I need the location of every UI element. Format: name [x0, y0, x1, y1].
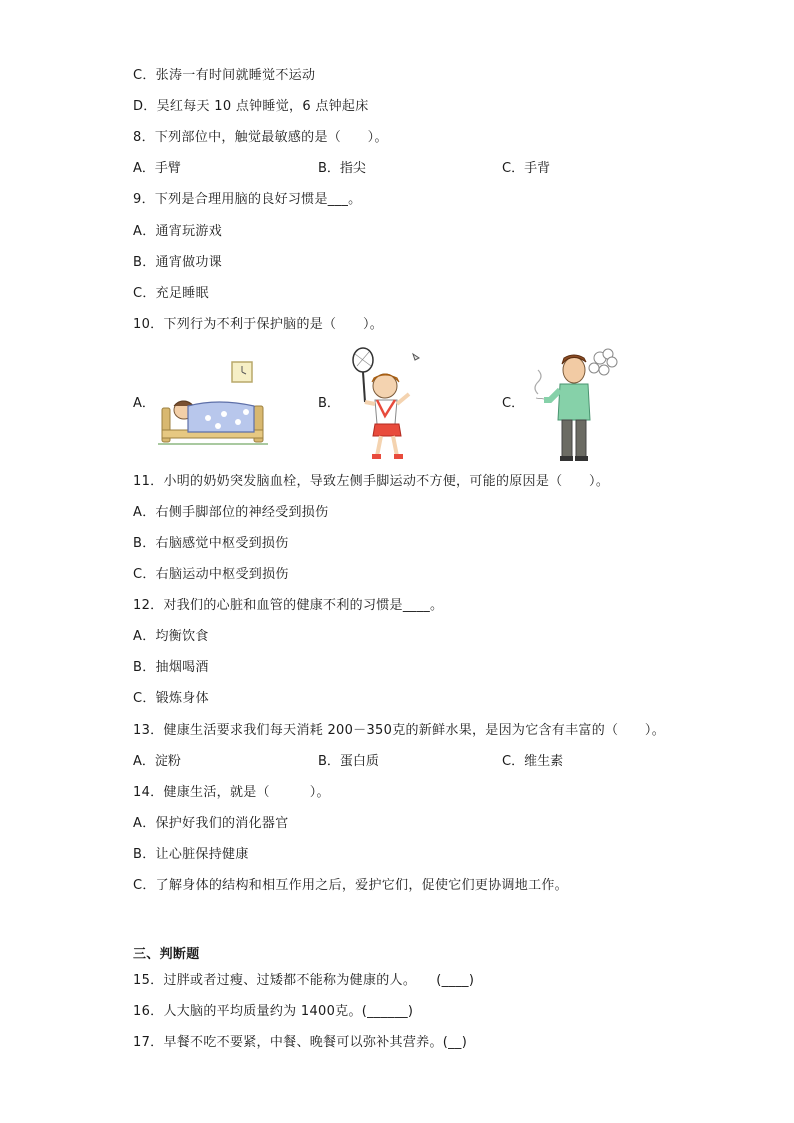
q14-option-c: C．了解身体的结构和相互作用之后，爱护它们，促使它们更协调地工作。: [133, 878, 568, 893]
q13-option-c: C．维生素: [502, 754, 564, 769]
q8-option-a: A．手臂: [133, 161, 181, 176]
q10-label-b: B．: [318, 396, 340, 411]
section-title: 三、判断题: [133, 947, 200, 962]
q7-option-d: D．吴红每天 10 点钟睡觉，6 点钟起床: [133, 99, 369, 114]
q12-stem: 12．对我们的心脏和血管的健康不利的习惯是____。: [133, 598, 444, 613]
q8-option-c: C．手背: [502, 161, 551, 176]
q11-option-c: C．右脑运动中枢受到损伤: [133, 567, 289, 582]
q12-option-a: A．均衡饮食: [133, 629, 209, 644]
badminton-girl-illustration: [345, 346, 430, 464]
q9-stem: 9．下列是合理用脑的良好习惯是___。: [133, 192, 362, 207]
q14-option-b: B．让心脏保持健康: [133, 847, 249, 862]
q13-option-b: B．蛋白质: [318, 754, 379, 769]
q9-option-b: B．通宵做功课: [133, 255, 223, 270]
q11-option-a: A．右侧手脚部位的神经受到损伤: [133, 505, 329, 520]
q13-stem: 13．健康生活要求我们每天消耗 200－350克的新鲜水果，是因为它含有丰富的（ ）。: [133, 723, 666, 738]
q14-stem: 14．健康生活，就是（ ）。: [133, 785, 330, 800]
q8-option-b: B．指尖: [318, 161, 366, 176]
q8-stem: 8．下列部位中，触觉最敏感的是（ ）。: [133, 130, 388, 145]
q14-option-a: A．保护好我们的消化器官: [133, 816, 289, 831]
q15-stem: 15．过胖或者过瘦、过矮都不能称为健康的人。 (____): [133, 973, 475, 988]
q11-stem: 11．小明的奶奶突发脑血栓，导致左侧手脚运动不方便，可能的原因是（ ）。: [133, 474, 610, 489]
q9-option-c: C．充足睡眠: [133, 286, 209, 301]
q10-label-a: A．: [133, 396, 155, 411]
q17-stem: 17．早餐不吃不要紧，中餐、晚餐可以弥补其营养。(__): [133, 1035, 468, 1050]
q10-stem: 10．下列行为不利于保护脑的是（ ）。: [133, 317, 384, 332]
q9-option-a: A．通宵玩游戏: [133, 224, 222, 239]
q12-option-b: B．抽烟喝酒: [133, 660, 209, 675]
sleeping-child-illustration: [158, 360, 268, 446]
smoking-man-illustration: [528, 346, 623, 464]
q10-label-c: C．: [502, 396, 525, 411]
q12-option-c: C．锻炼身体: [133, 691, 209, 706]
q16-stem: 16．人大脑的平均质量约为 1400克。(______): [133, 1004, 414, 1019]
q13-option-a: A．淀粉: [133, 754, 181, 769]
q7-option-c: C．张涛一有时间就睡觉不运动: [133, 68, 316, 83]
q11-option-b: B．右脑感觉中枢受到损伤: [133, 536, 289, 551]
